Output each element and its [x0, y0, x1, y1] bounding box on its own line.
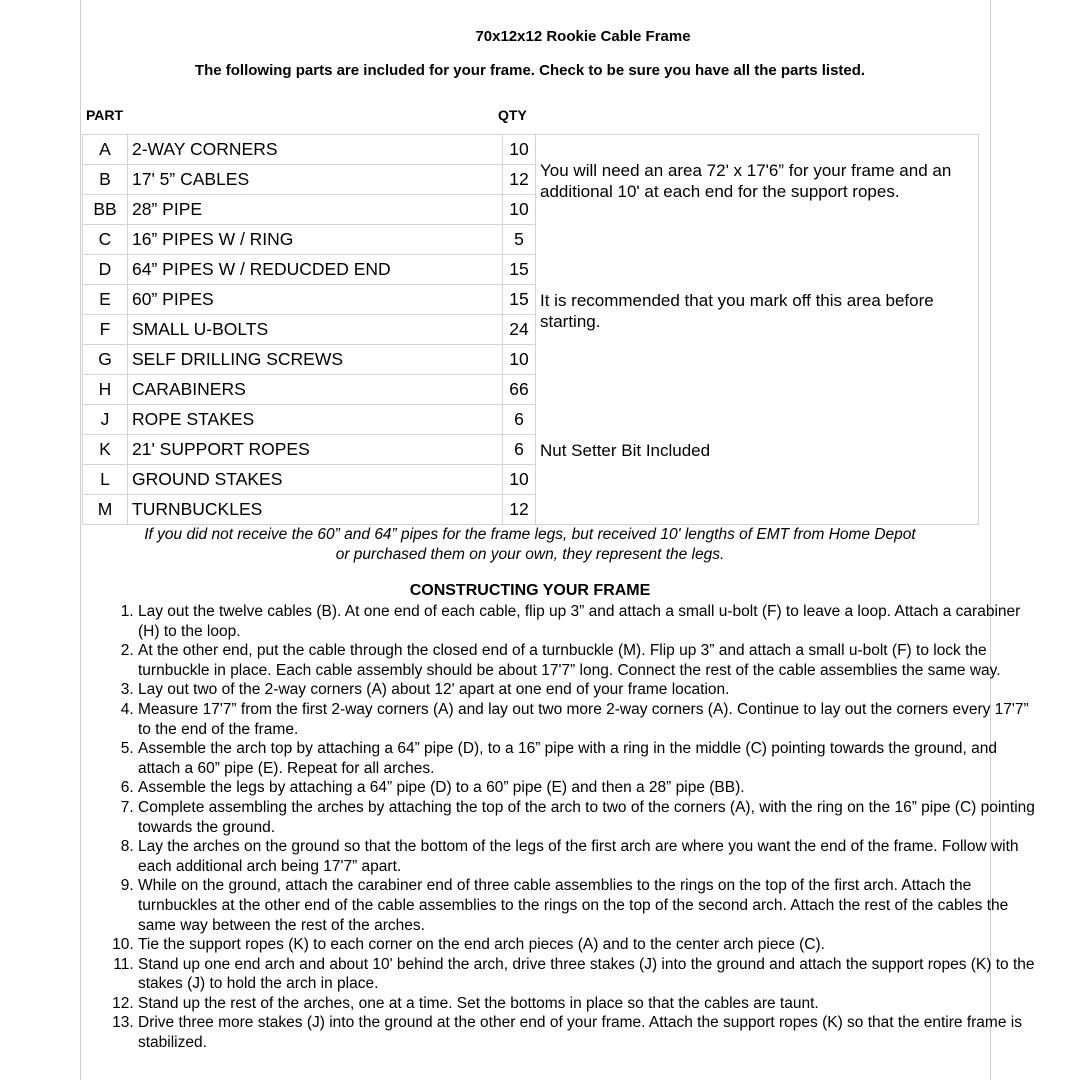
part-name: ROPE STAKES — [128, 405, 503, 435]
part-qty: 10 — [503, 345, 536, 375]
parts-table — [82, 134, 979, 525]
instructions-list — [80, 602, 1038, 1053]
instruction-step: 5. Assemble the arch top by attaching a 64” pipe (D), to a 16” pipe with a ring in the middle (C) pointing towards the ground, and attach a 60” pipe (E). Repeat for all arches. — [138, 739, 1038, 778]
instruction-step: 11. Stand up one end arch and about 10' behind the arch, drive three stakes (J) into the ground and attach the support ropes (K) to the stakes (J) to hold the arch in place. — [138, 955, 1038, 994]
part-name: CARABINERS — [128, 375, 503, 405]
parts-table-body — [83, 135, 979, 525]
part-qty: 12 — [503, 165, 536, 195]
part-qty: 10 — [503, 195, 536, 225]
part-name: 64” PIPES W / REDUCDED END — [128, 255, 503, 285]
part-letter: J — [83, 405, 128, 435]
instruction-step: 13. Drive three more stakes (J) into the ground at the other end of your frame. Attach the support ropes (K) so that the entire frame is stabilized. — [138, 1013, 1038, 1052]
table-row — [83, 135, 979, 165]
part-letter: H — [83, 375, 128, 405]
part-qty: 66 — [503, 375, 536, 405]
instruction-step: 7. Complete assembling the arches by attaching the top of the arch to two of the corners (A), with the ring on the 16” pipe (C) pointing towards the ground. — [138, 798, 1038, 837]
part-qty: 6 — [503, 435, 536, 465]
part-qty: 12 — [503, 495, 536, 525]
intro-text: The following parts are included for your frame. Check to be sure you have all the parts listed. — [194, 62, 866, 79]
part-letter: L — [83, 465, 128, 495]
part-name: 2-WAY CORNERS — [128, 135, 503, 165]
part-name: 21' SUPPORT ROPES — [128, 435, 503, 465]
part-letter: A — [83, 135, 128, 165]
part-qty: 24 — [503, 315, 536, 345]
part-name: 28” PIPE — [128, 195, 503, 225]
part-letter: E — [83, 285, 128, 315]
part-qty: 15 — [503, 255, 536, 285]
part-name: 16” PIPES W / RING — [128, 225, 503, 255]
part-letter: K — [83, 435, 128, 465]
instruction-step: 1. Lay out the twelve cables (B). At one end of each cable, flip up 3” and attach a small u-bolt (F) to leave a loop. Attach a carabiner (H) to the loop. — [138, 602, 1038, 641]
instruction-step: 10. Tie the support ropes (K) to each corner on the end arch pieces (A) and to the center arch piece (C). — [138, 935, 1038, 955]
document-title: 70x12x12 Rookie Cable Frame — [475, 28, 691, 45]
part-qty: 15 — [503, 285, 536, 315]
instruction-step: 9. While on the ground, attach the carabiner end of three cable assemblies to the rings on the top of the first arch. Attach the turnbuckles at the other end of the cable assemblies to the rings on the top of the second arch. Attach the rest of the cables the same way between the rest of the arches. — [138, 876, 1038, 935]
part-letter: B — [83, 165, 128, 195]
part-letter: C — [83, 225, 128, 255]
instruction-step: 2. At the other end, put the cable through the closed end of a turnbuckle (M). Flip up 3” and attach a small u-bolt (F) to lock the turnbuckle in place. Each cable assembly should be about 17'7” long. Connect the rest of the cable assemblies the same way. — [138, 641, 1038, 680]
instruction-step: 4. Measure 17'7” from the first 2-way corners (A) and lay out two more 2-way corners (A). Continue to lay out the corners every 17'7” to the end of the frame. — [138, 700, 1038, 739]
qty-column-header: QTY — [498, 107, 527, 123]
section-title: CONSTRUCTING YOUR FRAME — [409, 582, 651, 599]
part-qty: 10 — [503, 465, 536, 495]
part-name: TURNBUCKLES — [128, 495, 503, 525]
part-name: SELF DRILLING SCREWS — [128, 345, 503, 375]
part-qty: 6 — [503, 405, 536, 435]
area-note: You will need an area 72' x 17'6” for your frame and an additional 10' at each end for the support ropes. — [540, 161, 952, 201]
part-name: 17' 5” CABLES — [128, 165, 503, 195]
instruction-step: 6. Assemble the legs by attaching a 64” pipe (D) to a 60” pipe (E) and then a 28” pipe (BB). — [138, 778, 1038, 798]
part-qty: 5 — [503, 225, 536, 255]
notes-cell — [536, 135, 979, 525]
instruction-step: 8. Lay the arches on the ground so that the bottom of the legs of the first arch are where you want the end of the frame. Follow with each additional arch being 17'7” apart. — [138, 837, 1038, 876]
mark-off-note: It is recommended that you mark off this area before starting. — [540, 291, 934, 331]
legs-note-line-1: If you did not receive the 60” and 64” pipes for the frame legs, but received 10' lengths of EMT from Home Depot — [144, 526, 916, 543]
part-letter: G — [83, 345, 128, 375]
part-name: GROUND STAKES — [128, 465, 503, 495]
part-qty: 10 — [503, 135, 536, 165]
part-letter: F — [83, 315, 128, 345]
part-letter: BB — [83, 195, 128, 225]
instruction-step: 12. Stand up the rest of the arches, one at a time. Set the bottoms in place so that the cables are taunt. — [138, 994, 1038, 1014]
part-letter: M — [83, 495, 128, 525]
part-name: 60” PIPES — [128, 285, 503, 315]
part-name: SMALL U-BOLTS — [128, 315, 503, 345]
legs-note — [82, 525, 978, 565]
instruction-step: 3. Lay out two of the 2-way corners (A) about 12' apart at one end of your frame location. — [138, 680, 1038, 700]
nut-setter-note: Nut Setter Bit Included — [540, 441, 711, 460]
legs-note-line-2: or purchased them on your own, they represent the legs. — [335, 546, 725, 563]
part-letter: D — [83, 255, 128, 285]
part-column-header: PART — [86, 107, 124, 123]
